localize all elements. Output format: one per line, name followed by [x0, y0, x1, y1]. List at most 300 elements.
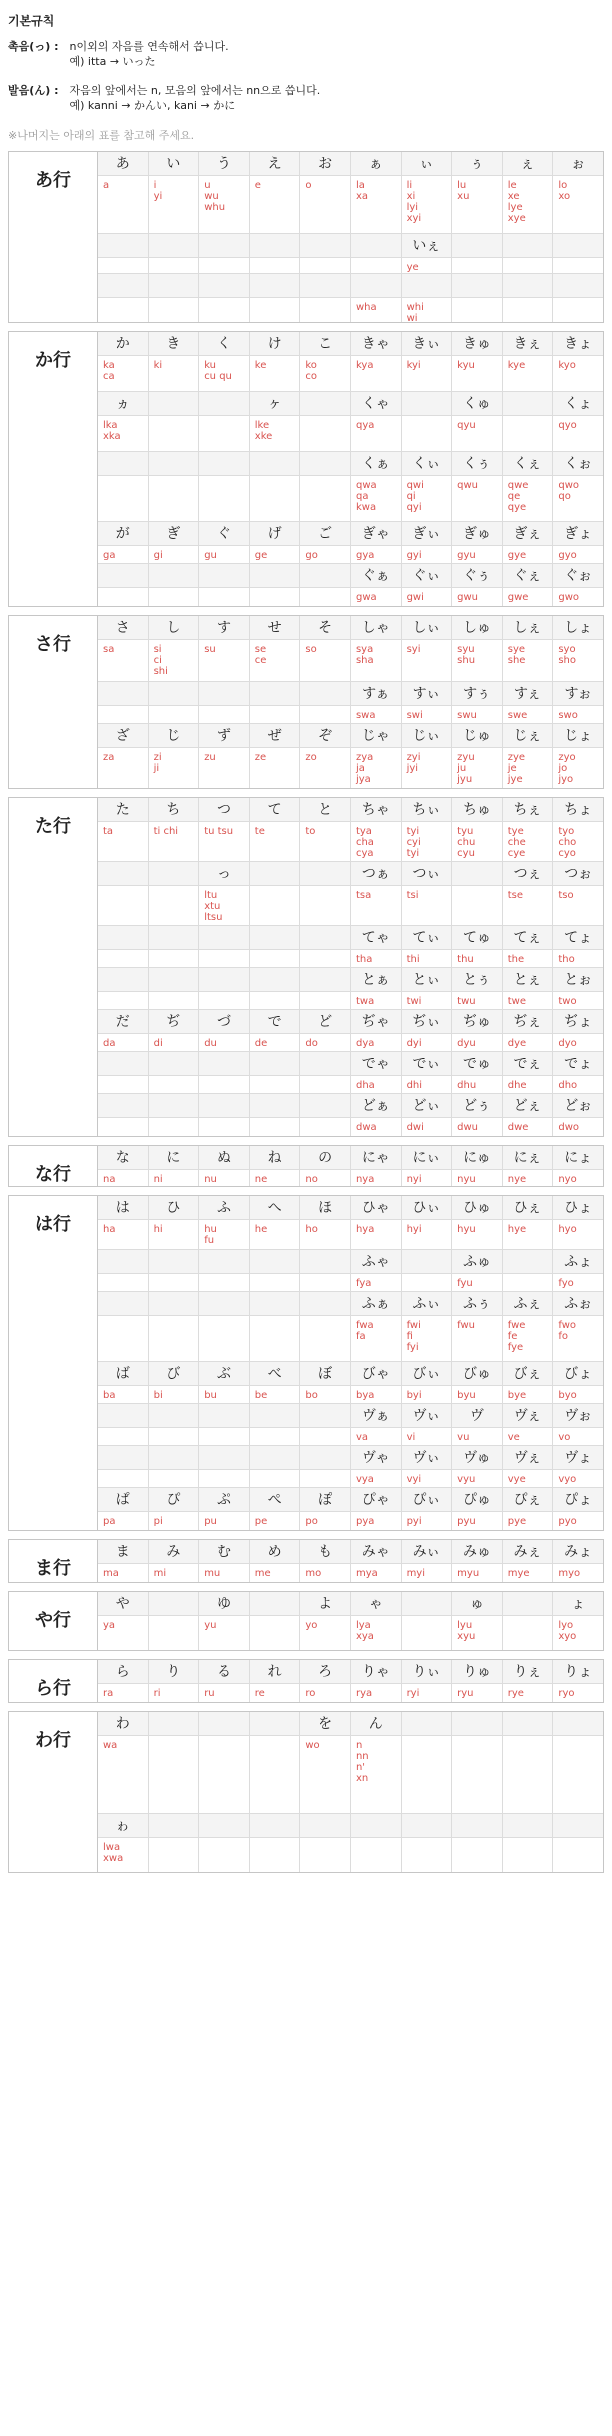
romaji-text: xka — [103, 431, 121, 442]
romaji-text: hyi — [406, 1224, 422, 1235]
kana-cell — [98, 862, 149, 886]
kana-cell: くぃ — [402, 452, 453, 476]
romaji-cell — [503, 1428, 554, 1446]
romaji-text: gya — [355, 550, 375, 561]
romaji-text: hu — [204, 1224, 217, 1235]
kana-cell — [402, 1592, 453, 1616]
romaji-cell — [503, 822, 554, 862]
kana-cell: ひぃ — [402, 1196, 453, 1220]
kana-cell: ヶ — [250, 392, 301, 416]
romaji-row — [98, 1076, 603, 1094]
kana-cell: ゆ — [199, 1592, 250, 1616]
romaji-cell — [452, 258, 503, 274]
romaji-cell — [149, 416, 200, 452]
kana-cell: びょ — [553, 1362, 603, 1386]
kana-cell: き — [149, 332, 200, 356]
romaji-cell — [250, 258, 301, 274]
romaji-text: swu — [457, 710, 477, 721]
romaji-cell — [149, 546, 200, 564]
kana-cell — [452, 234, 503, 258]
romaji-cell — [402, 476, 453, 522]
romaji-cell — [452, 1316, 503, 1362]
romaji-cell — [402, 1736, 453, 1814]
romaji-cell — [503, 886, 554, 926]
romaji-row — [98, 1470, 603, 1488]
romaji-text: je — [507, 763, 517, 774]
romaji-text: mye — [507, 1568, 530, 1579]
romaji-text: zyo — [558, 752, 576, 763]
group-heading: か行 — [9, 332, 98, 606]
romaji-cell — [402, 298, 453, 322]
romaji-text: ju — [457, 763, 467, 774]
romaji-cell — [553, 1564, 603, 1582]
romaji-cell — [452, 640, 503, 682]
kana-cell: ゃ — [351, 1592, 402, 1616]
romaji-cell — [402, 1512, 453, 1530]
romaji-text: le — [507, 180, 517, 191]
romaji-text: myi — [406, 1568, 425, 1579]
romaji-cell — [503, 476, 554, 522]
kana-cell — [250, 1052, 301, 1076]
romaji-cell — [351, 356, 402, 392]
kana-cell — [452, 1712, 503, 1736]
romaji-cell — [503, 1274, 554, 1292]
romaji-cell — [250, 1428, 301, 1446]
romaji-cell — [503, 1838, 554, 1872]
kana-cell: きぃ — [402, 332, 453, 356]
kana-row — [98, 1052, 603, 1076]
romaji-text: tyu — [457, 826, 474, 837]
romaji-cell — [149, 1274, 200, 1292]
kana-cell: む — [199, 1540, 250, 1564]
romaji-cell — [300, 298, 351, 322]
kana-cell — [503, 392, 554, 416]
kana-group — [8, 1659, 604, 1703]
kana-cell: しゃ — [351, 616, 402, 640]
romaji-cell — [149, 950, 200, 968]
romaji-cell — [503, 1220, 554, 1250]
romaji-cell — [199, 1736, 250, 1814]
romaji-text: tsa — [355, 890, 372, 901]
kana-cell: す — [199, 616, 250, 640]
kana-row — [98, 1446, 603, 1470]
romaji-cell — [351, 950, 402, 968]
romaji-text: qe — [507, 491, 521, 502]
romaji-text: e — [254, 180, 261, 191]
romaji-text: n — [355, 1740, 363, 1751]
romaji-text: xyo — [558, 1631, 577, 1642]
kana-cell: し — [149, 616, 200, 640]
kana-group — [8, 1591, 604, 1651]
kana-cell: ヴぇ — [503, 1446, 554, 1470]
kana-cell: っ — [199, 862, 250, 886]
romaji-text: cyu — [457, 848, 475, 859]
romaji-text: byi — [406, 1390, 422, 1401]
romaji-cell — [98, 1170, 149, 1186]
romaji-cell — [553, 748, 603, 788]
romaji-text: fwi — [406, 1320, 421, 1331]
romaji-text: dha — [355, 1080, 375, 1091]
romaji-cell — [452, 1034, 503, 1052]
romaji-text: swa — [355, 710, 376, 721]
romaji-cell — [199, 748, 250, 788]
romaji-cell — [199, 258, 250, 274]
romaji-text: dyu — [457, 1038, 476, 1049]
romaji-text: zo — [305, 752, 317, 763]
kana-cell: しぇ — [503, 616, 554, 640]
kana-cell — [199, 1814, 250, 1838]
romaji-text: cye — [507, 848, 526, 859]
kana-row — [98, 1146, 603, 1170]
kana-cell: ふ — [199, 1196, 250, 1220]
romaji-cell — [452, 176, 503, 234]
romaji-cell — [250, 1838, 301, 1872]
romaji-cell — [402, 1034, 453, 1052]
romaji-text: gu — [204, 550, 217, 561]
romaji-cell — [402, 1684, 453, 1702]
kana-cell — [250, 1446, 301, 1470]
kana-cell: く — [199, 332, 250, 356]
romaji-text: pyi — [406, 1516, 422, 1527]
romaji-text: di — [153, 1038, 163, 1049]
romaji-cell — [553, 992, 603, 1010]
kana-cell — [98, 1446, 149, 1470]
kana-cell: ま — [98, 1540, 149, 1564]
romaji-text: tya — [355, 826, 372, 837]
romaji-cell — [503, 416, 554, 452]
romaji-text: gyi — [406, 550, 422, 561]
kana-cell — [452, 1814, 503, 1838]
romaji-cell — [351, 748, 402, 788]
romaji-cell — [300, 1386, 351, 1404]
romaji-text: ne — [254, 1174, 268, 1185]
romaji-text: syo — [558, 644, 576, 655]
romaji-cell — [402, 1274, 453, 1292]
romaji-cell — [300, 1736, 351, 1814]
romaji-text: zi — [153, 752, 162, 763]
romaji-row — [98, 1316, 603, 1362]
romaji-cell — [98, 1736, 149, 1814]
romaji-text: xn — [355, 1773, 369, 1784]
romaji-cell — [250, 640, 301, 682]
romaji-cell — [149, 822, 200, 862]
kana-group — [8, 331, 604, 607]
romaji-text: gye — [507, 550, 527, 561]
romaji-text: fwo — [558, 1320, 576, 1331]
kana-cell: ぢゅ — [452, 1010, 503, 1034]
romaji-text: syu — [457, 644, 475, 655]
kana-row — [98, 724, 603, 748]
romaji-text: twa — [355, 996, 375, 1007]
kana-cell — [250, 234, 301, 258]
romaji-cell — [199, 1838, 250, 1872]
romaji-cell — [553, 588, 603, 606]
kana-cell: ぶ — [199, 1362, 250, 1386]
romaji-cell — [503, 546, 554, 564]
kana-cell: は — [98, 1196, 149, 1220]
romaji-text: mi — [153, 1568, 167, 1579]
group-table — [98, 616, 603, 788]
kana-cell — [300, 564, 351, 588]
kana-cell: ふぇ — [503, 1292, 554, 1316]
romaji-cell — [351, 1564, 402, 1582]
kana-row — [98, 152, 603, 176]
kana-cell — [98, 1094, 149, 1118]
romaji-cell — [351, 886, 402, 926]
romaji-text: hye — [507, 1224, 527, 1235]
kana-cell: ぐぅ — [452, 564, 503, 588]
group-heading: ま行 — [9, 1540, 98, 1582]
group-heading: や行 — [9, 1592, 98, 1650]
romaji-row — [98, 1170, 603, 1186]
romaji-cell — [149, 640, 200, 682]
romaji-cell — [250, 1386, 301, 1404]
kana-cell — [300, 1052, 351, 1076]
romaji-row — [98, 1386, 603, 1404]
romaji-cell — [351, 640, 402, 682]
romaji-cell — [351, 1470, 402, 1488]
romaji-text: nya — [355, 1174, 375, 1185]
romaji-cell — [503, 176, 554, 234]
romaji-cell — [300, 706, 351, 724]
romaji-cell — [98, 706, 149, 724]
romaji-cell — [149, 1220, 200, 1250]
kana-cell: ぴゅ — [452, 1488, 503, 1512]
kana-cell: ぐぉ — [553, 564, 603, 588]
kana-row — [98, 1488, 603, 1512]
romaji-cell — [452, 950, 503, 968]
romaji-cell — [452, 1386, 503, 1404]
romaji-cell — [300, 1838, 351, 1872]
rule-label: 발음(ん) : — [8, 84, 59, 97]
kana-cell: ょ — [553, 1592, 603, 1616]
romaji-cell — [452, 356, 503, 392]
romaji-cell — [503, 1616, 554, 1650]
romaji-cell — [149, 298, 200, 322]
romaji-cell — [351, 1616, 402, 1650]
romaji-text: qyu — [457, 420, 476, 431]
romaji-cell — [199, 950, 250, 968]
romaji-text: gi — [153, 550, 163, 561]
kana-cell — [300, 1292, 351, 1316]
kana-cell — [250, 968, 301, 992]
romaji-cell — [351, 416, 402, 452]
kana-cell — [199, 1052, 250, 1076]
kana-cell: ちゅ — [452, 798, 503, 822]
romaji-cell — [199, 1220, 250, 1250]
kana-cell: ぎゅ — [452, 522, 503, 546]
kana-cell — [250, 1404, 301, 1428]
romaji-text: de — [254, 1038, 268, 1049]
kana-cell: でぃ — [402, 1052, 453, 1076]
kana-cell: だ — [98, 1010, 149, 1034]
kana-cell: きゅ — [452, 332, 503, 356]
kana-cell — [300, 452, 351, 476]
romaji-text: tu tsu — [204, 826, 234, 837]
romaji-cell — [300, 992, 351, 1010]
romaji-text: tye — [507, 826, 524, 837]
romaji-cell — [149, 1076, 200, 1094]
romaji-cell — [250, 748, 301, 788]
kana-cell: みょ — [553, 1540, 603, 1564]
romaji-cell — [199, 1428, 250, 1446]
romaji-text: so — [305, 644, 317, 655]
romaji-cell — [351, 1512, 402, 1530]
kana-cell: ひぇ — [503, 1196, 554, 1220]
kana-cell — [250, 926, 301, 950]
romaji-text: dya — [355, 1038, 375, 1049]
romaji-text: dwo — [558, 1122, 579, 1133]
kana-cell: くゃ — [351, 392, 402, 416]
kana-cell: しゅ — [452, 616, 503, 640]
kana-cell: わ — [98, 1712, 149, 1736]
romaji-cell — [98, 546, 149, 564]
kana-row — [98, 564, 603, 588]
kana-cell — [503, 274, 554, 298]
romaji-text: fya — [355, 1278, 372, 1289]
romaji-text: pe — [254, 1516, 268, 1527]
kana-cell: どぅ — [452, 1094, 503, 1118]
kana-cell: ぎぃ — [402, 522, 453, 546]
kana-row — [98, 234, 603, 258]
romaji-text: qwo — [558, 480, 579, 491]
romaji-text: fwu — [457, 1320, 476, 1331]
romaji-text: lye — [507, 202, 523, 213]
romaji-cell — [402, 1316, 453, 1362]
kana-row — [98, 1010, 603, 1034]
romaji-text: zu — [204, 752, 216, 763]
romaji-cell — [402, 1838, 453, 1872]
romaji-text: fwe — [507, 1320, 526, 1331]
romaji-text: qya — [355, 420, 375, 431]
kana-cell: にぃ — [402, 1146, 453, 1170]
kana-cell — [199, 564, 250, 588]
kana-cell — [98, 452, 149, 476]
romaji-text: jo — [558, 763, 568, 774]
romaji-cell — [98, 588, 149, 606]
romaji-text: cyo — [558, 848, 576, 859]
romaji-text: ra — [103, 1688, 114, 1699]
kana-cell: ひょ — [553, 1196, 603, 1220]
romaji-cell — [503, 1470, 554, 1488]
romaji-text: sye — [507, 644, 526, 655]
romaji-text: kye — [507, 360, 526, 371]
romaji-cell — [250, 1564, 301, 1582]
kana-cell: きゃ — [351, 332, 402, 356]
rule-sokuon — [8, 39, 604, 69]
romaji-text: mo — [305, 1568, 322, 1579]
kana-cell: とぃ — [402, 968, 453, 992]
romaji-cell — [553, 258, 603, 274]
kana-row — [98, 1292, 603, 1316]
kana-cell — [300, 274, 351, 298]
kana-cell: び — [149, 1362, 200, 1386]
kana-cell — [553, 234, 603, 258]
romaji-text: qyo — [558, 420, 577, 431]
romaji-cell — [300, 1274, 351, 1292]
romaji-cell — [199, 1170, 250, 1186]
romaji-cell — [553, 1170, 603, 1186]
romaji-text: wo — [305, 1740, 320, 1751]
kana-cell: にゃ — [351, 1146, 402, 1170]
kana-row — [98, 926, 603, 950]
romaji-text: vyo — [558, 1474, 577, 1485]
kana-cell: れ — [250, 1660, 301, 1684]
romaji-cell — [250, 298, 301, 322]
romaji-text: twi — [406, 996, 422, 1007]
romaji-text: bi — [153, 1390, 163, 1401]
romaji-text: zyu — [457, 752, 475, 763]
romaji-cell — [503, 1736, 554, 1814]
romaji-text: ce — [254, 655, 267, 666]
kana-cell — [250, 1712, 301, 1736]
romaji-cell — [402, 748, 453, 788]
romaji-text: ye — [406, 262, 419, 273]
romaji-text: to — [305, 826, 316, 837]
romaji-text: ta — [103, 826, 114, 837]
romaji-text: hyo — [558, 1224, 577, 1235]
romaji-text: ka — [103, 360, 115, 371]
romaji-row — [98, 1034, 603, 1052]
kana-cell — [300, 1094, 351, 1118]
romaji-cell — [452, 1170, 503, 1186]
romaji-cell — [351, 1076, 402, 1094]
kana-cell — [149, 862, 200, 886]
romaji-text: qwa — [355, 480, 377, 491]
romaji-cell — [250, 546, 301, 564]
kana-cell: べ — [250, 1362, 301, 1386]
romaji-cell — [250, 476, 301, 522]
romaji-cell — [351, 546, 402, 564]
kana-cell: しょ — [553, 616, 603, 640]
romaji-text: ltsu — [204, 912, 223, 923]
romaji-cell — [250, 1034, 301, 1052]
romaji-text: tsi — [406, 890, 419, 901]
group-table — [98, 1592, 603, 1650]
romaji-cell — [553, 1470, 603, 1488]
romaji-cell — [300, 1512, 351, 1530]
romaji-cell — [402, 1220, 453, 1250]
kana-row — [98, 862, 603, 886]
romaji-text: pi — [153, 1516, 163, 1527]
romaji-row — [98, 1838, 603, 1872]
romaji-text: a — [103, 180, 110, 191]
romaji-text: ho — [305, 1224, 318, 1235]
kana-group — [8, 1145, 604, 1187]
romaji-cell — [402, 1470, 453, 1488]
kana-cell: つ — [199, 798, 250, 822]
kana-cell — [300, 1814, 351, 1838]
romaji-text: wi — [406, 313, 418, 324]
romaji-cell — [98, 258, 149, 274]
romaji-cell — [250, 356, 301, 392]
kana-cell — [300, 392, 351, 416]
romaji-cell — [351, 706, 402, 724]
romaji-cell — [351, 476, 402, 522]
romaji-cell — [351, 1736, 402, 1814]
kana-cell — [149, 452, 200, 476]
romaji-text: vo — [558, 1432, 571, 1443]
romaji-cell — [250, 1274, 301, 1292]
romaji-cell — [149, 1316, 200, 1362]
romaji-cell — [199, 1274, 250, 1292]
romaji-text: hyu — [457, 1224, 476, 1235]
romaji-text: dho — [558, 1080, 578, 1091]
kana-cell: じょ — [553, 724, 603, 748]
kana-group — [8, 615, 604, 789]
kana-cell: くぇ — [503, 452, 554, 476]
romaji-text: swo — [558, 710, 578, 721]
